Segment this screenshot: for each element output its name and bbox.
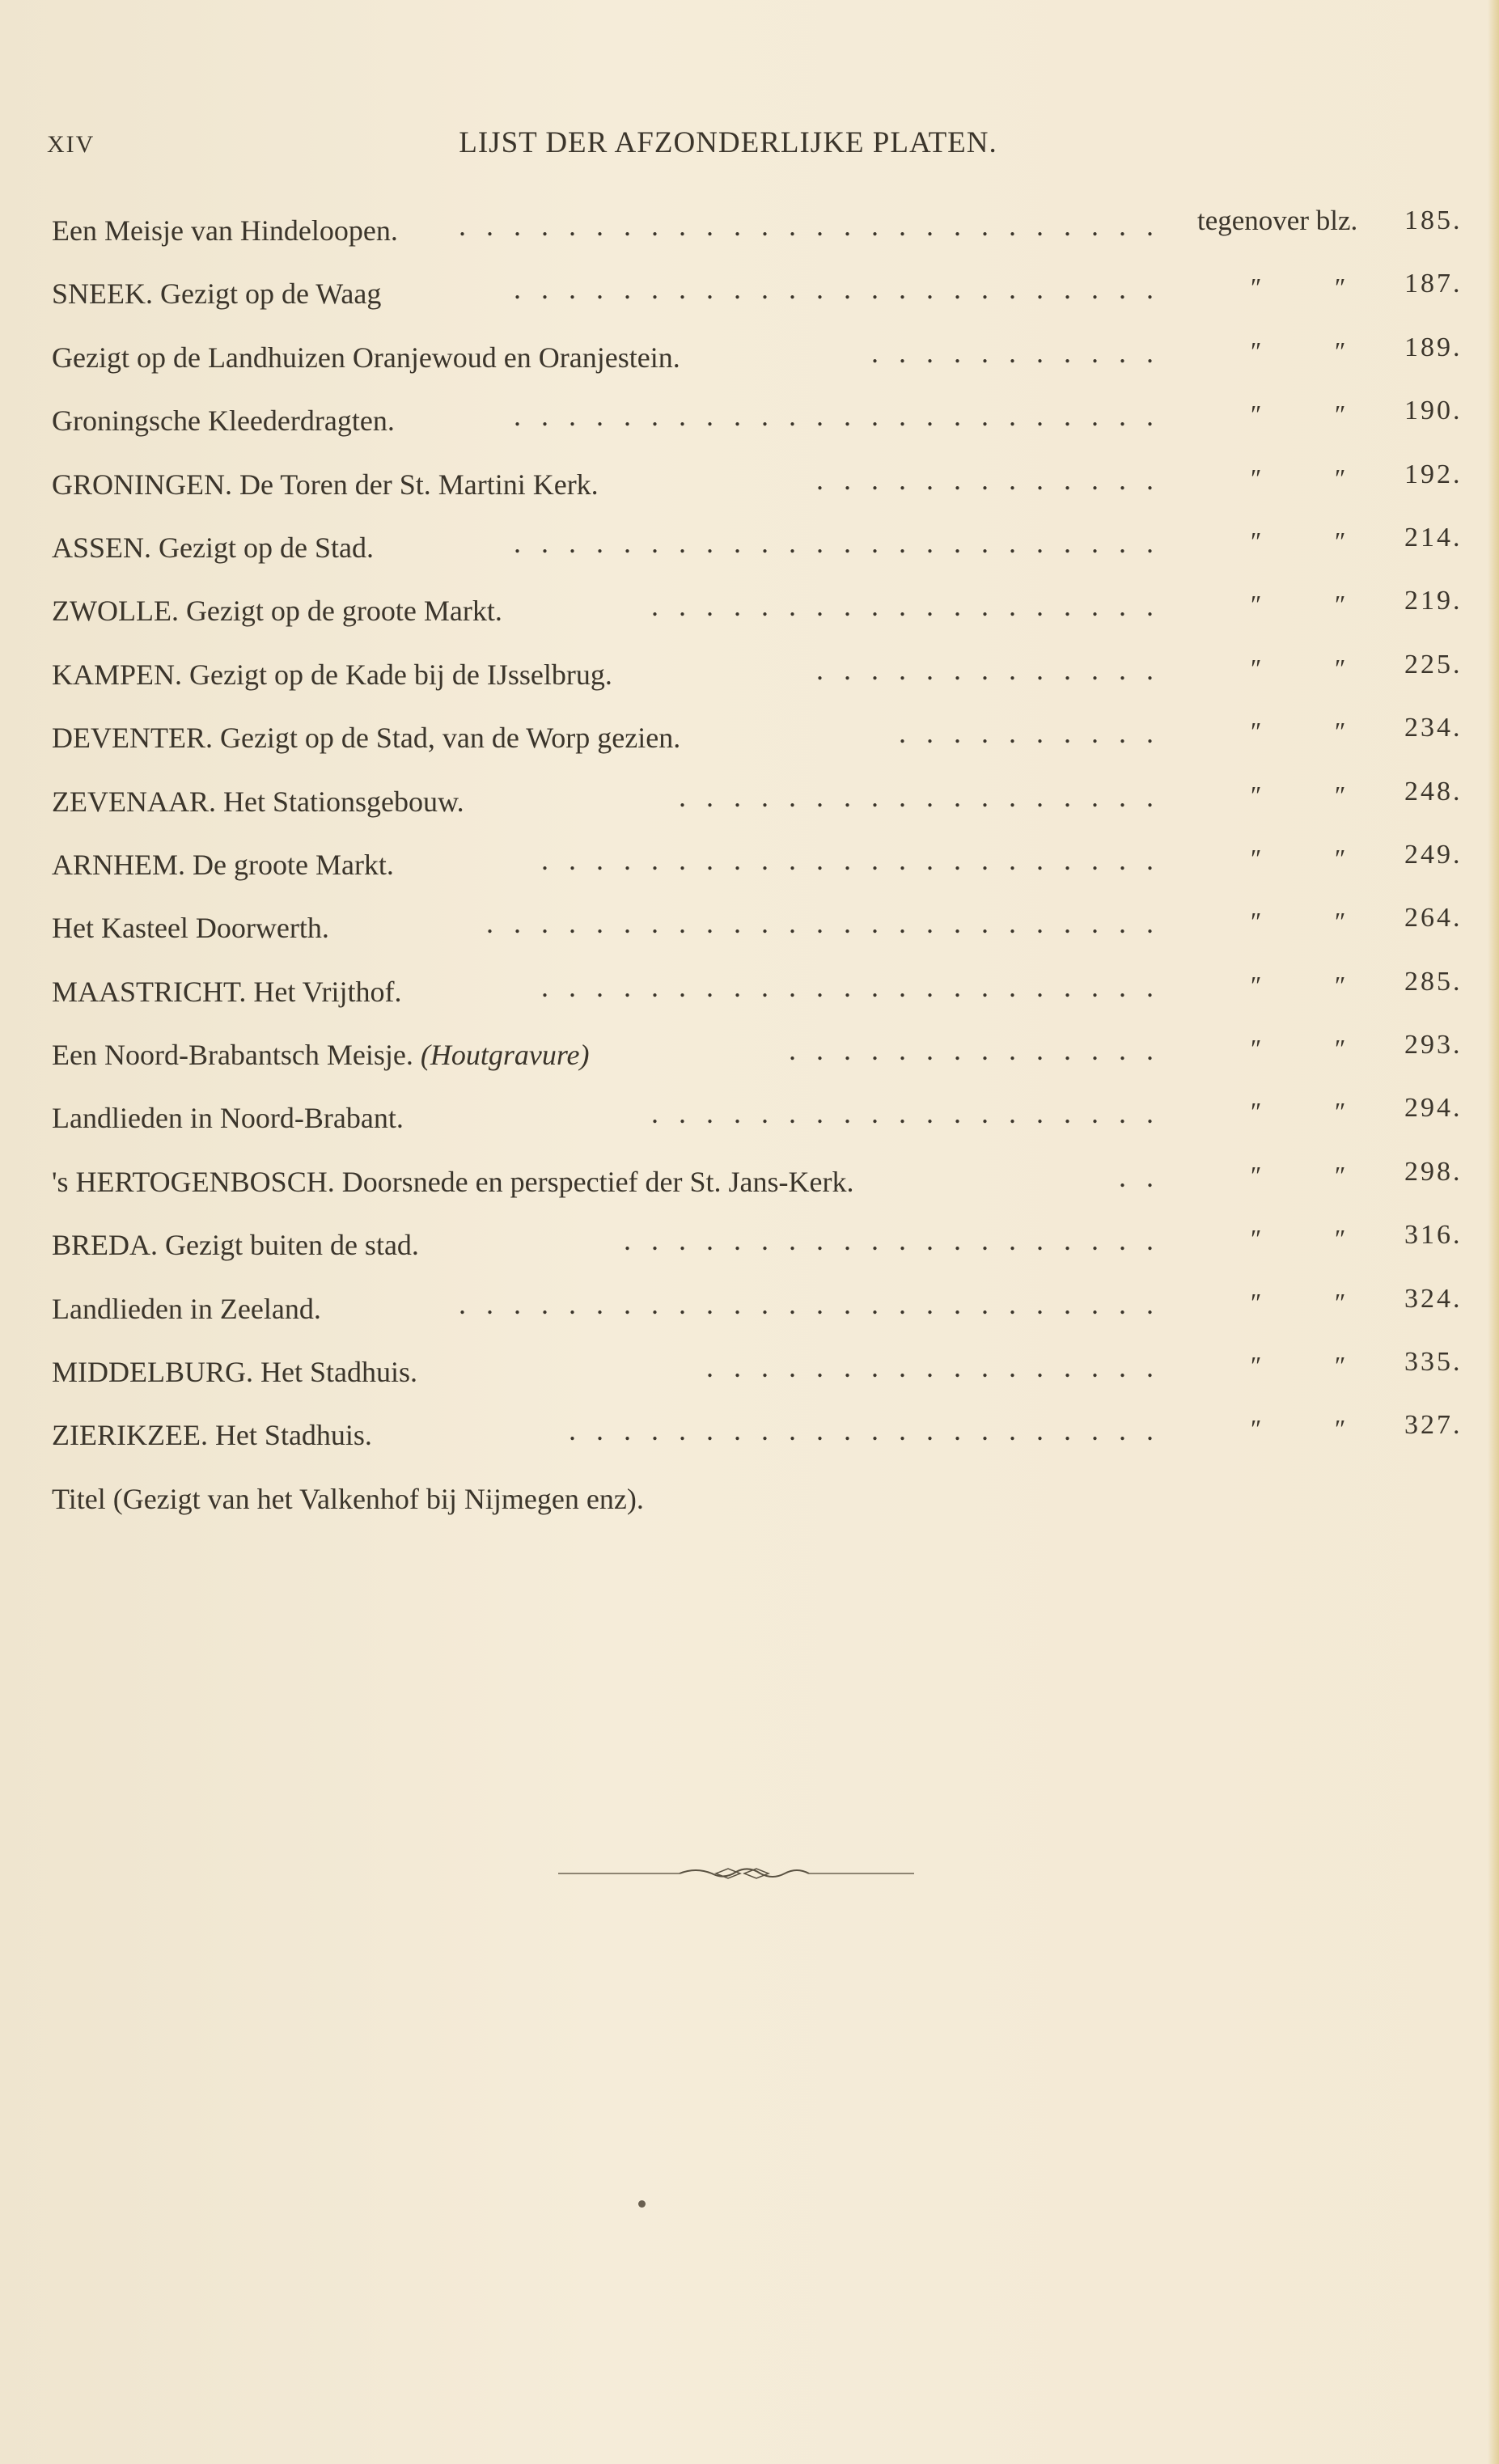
ditto-mark: ″ [1333,907,1344,937]
leader-dots: . . . . . . . . . . . . . . . . . . . . . . . . [514,273,1160,306]
plate-entry [52,649,1463,713]
plate-title: Groningsche Kleederdragten. [52,404,395,438]
plate-title: Een Meisje van Hindeloopen. [52,214,398,247]
plate-page-number: 327. [1404,1410,1463,1441]
ditto-mark: ″ [1333,1224,1344,1254]
ditto-mark: ″ [1333,970,1344,1000]
plate-page-number: 324. [1404,1283,1463,1314]
plate-title-text: Een Noord-Brabantsch Meisje. [52,1039,413,1072]
ditto-mark: ″ [1249,843,1260,873]
leader-dots: . . . . . . . . . . . . . . . . . . . . . . . . . . [459,1287,1160,1320]
ditto-mark: ″ [1333,590,1344,620]
plate-entry [52,776,1463,840]
ditto-mark: ″ [1249,1287,1260,1317]
ditto-mark: ″ [1333,843,1344,873]
ditto-mark: ″ [1333,1414,1344,1444]
ditto-mark: ″ [1333,336,1344,366]
leader-dots: . . . . . . . . . . . . . . . . . [706,1351,1160,1384]
ditto-mark: ″ [1249,400,1260,430]
ditto-mark: ″ [1249,336,1260,366]
ditto-mark: ″ [1333,1160,1344,1190]
plate-title: Het Kasteel Doorwerth. [52,912,329,945]
leader-dots: . . . . . . . . . . . . . . . . . . . . [624,1224,1160,1257]
plate-entry [52,586,1463,650]
plate-title: MAASTRICHT. Het Vrijthof. [52,975,402,1008]
leader-dots: . . . . . . . . . . . . . . . . . . . [651,1097,1160,1130]
ditto-mark: ″ [1249,1097,1260,1127]
ditto-mark: ″ [1249,463,1260,493]
ditto-mark: ″ [1333,526,1344,556]
ditto-mark: ″ [1249,970,1260,1000]
plate-page-number: 219. [1404,586,1463,616]
leader-dots: . . . . . . . . . . . . . . . . . . . [651,590,1160,623]
leader-dots: . . . . . . . . . . . . . . . . . . . . . . . [541,970,1160,1003]
ditto-mark: ″ [1249,653,1260,683]
facing-label: tegenover blz. [1197,205,1358,236]
plate-title [52,1039,590,1071]
ink-dot [638,2200,646,2208]
plates-list [52,205,1463,1538]
plate-entry [52,1475,1427,1538]
leader-dots: . . . . . . . . . . . . . . . . . . [679,780,1160,813]
plate-entry [52,332,1463,396]
plate-title: DEVENTER. Gezigt op de Stad, van de Worp gezien. [52,722,681,755]
plate-page-number: 234. [1404,713,1463,743]
plate-entry [52,1030,1463,1094]
leader-dots: . . . . . . . . . . . . . . . . . . . . . . . . [514,526,1160,559]
leader-dots: . . . . . . . . . . . . . [816,653,1160,686]
ditto-mark: ″ [1333,780,1344,810]
ditto-mark: ″ [1333,717,1344,747]
plate-entry [52,1093,1463,1157]
leader-dots: . . . . . . . . . . . . . . [789,1034,1160,1067]
leader-dots: . . . . . . . . . . . [871,336,1160,369]
plate-page-number: 185. [1404,205,1463,235]
leader-dots: . . . . . . . . . . . . . [816,463,1160,496]
plate-entry [52,459,1463,523]
plate-title: ASSEN. Gezigt op de Stad. [52,531,374,564]
ornament-divider [558,1864,914,1883]
ditto-mark: ″ [1249,1351,1260,1381]
ditto-mark: ″ [1249,1414,1260,1444]
ditto-mark: ″ [1333,273,1344,303]
page-edge-shadow [1488,0,1499,2464]
plate-title: ZIERIKZEE. Het Stadhuis. [52,1419,372,1452]
ditto-mark: ″ [1333,1351,1344,1381]
plate-page-number: 293. [1404,1030,1463,1061]
plate-title: Landlieden in Zeeland. [52,1292,321,1325]
plate-entry [52,269,1463,332]
ditto-mark: ″ [1333,653,1344,683]
plate-page-number: 192. [1404,459,1463,489]
plate-entry [52,1220,1463,1284]
leader-dots: . . . . . . . . . . [899,717,1160,750]
ditto-mark: ″ [1333,400,1344,430]
plate-entry [52,1410,1463,1474]
plate-entry [52,522,1463,586]
plate-entry [52,713,1463,777]
plate-title: BREDA. Gezigt buiten de stad. [52,1229,419,1262]
plate-page-number: 294. [1404,1093,1463,1124]
ditto-mark: ″ [1333,1097,1344,1127]
plate-entry [52,205,1463,269]
ditto-mark: ″ [1249,780,1260,810]
plate-page-number: 285. [1404,966,1463,997]
plate-title: Landlieden in Noord-Brabant. [52,1102,404,1135]
ditto-mark: ″ [1249,273,1260,303]
ditto-mark: ″ [1249,717,1260,747]
plate-title: ZEVENAAR. Het Stationsgebouw. [52,785,464,818]
plate-title: GRONINGEN. De Toren der St. Martini Kerk. [52,468,599,501]
ditto-mark: ″ [1249,1034,1260,1064]
plate-page-number: 298. [1404,1156,1463,1187]
plate-title: ARNHEM. De groote Markt. [52,848,394,881]
plate-entry [52,903,1463,967]
plate-title: 's HERTOGENBOSCH. Doorsnede en perspectief der St. Jans-Kerk. [52,1165,854,1198]
ditto-mark: ″ [1333,463,1344,493]
plate-title: SNEEK. Gezigt op de Waag [52,277,382,311]
plate-title: Titel (Gezigt van het Valkenhof bij Nijmegen enz). [52,1482,644,1515]
ditto-mark: ″ [1333,1034,1344,1064]
plate-page-number: 248. [1404,776,1463,807]
page-folio: XIV [47,131,95,158]
leader-dots: . . . . . . . . . . . . . . . . . . . . . . . . . [486,907,1160,940]
leader-dots: . . . . . . . . . . . . . . . . . . . . . . . . [514,400,1160,433]
ditto-mark: ″ [1249,526,1260,556]
plate-page-number: 264. [1404,903,1463,934]
plate-entry [52,966,1463,1031]
ditto-mark: ″ [1249,1160,1260,1190]
plate-page-number: 190. [1404,396,1463,426]
plate-entry [52,1283,1463,1348]
plate-page-number: 214. [1404,522,1463,552]
ditto-mark: ″ [1249,1224,1260,1254]
leader-dots: . . [1119,1160,1160,1193]
plate-entry [52,1156,1463,1221]
plate-title: Gezigt op de Landhuizen Oranjewoud en Oranjestein. [52,341,680,374]
plate-page-number: 225. [1404,649,1463,680]
plate-entry [52,396,1463,459]
plate-page-number: 189. [1404,332,1463,362]
plate-title: ZWOLLE. Gezigt op de groote Markt. [52,595,502,628]
plate-title: KAMPEN. Gezigt op de Kade bij de IJsselbrug. [52,658,612,691]
plate-entry [52,839,1463,904]
plate-page-number: 187. [1404,269,1463,299]
leader-dots: . . . . . . . . . . . . . . . . . . . . . . . . . . [459,210,1160,242]
ditto-mark: ″ [1249,907,1260,937]
plate-page-number: 249. [1404,839,1463,870]
plate-page-number: 335. [1404,1347,1463,1378]
leader-dots: . . . . . . . . . . . . . . . . . . . . . . [569,1414,1160,1447]
plate-title: MIDDELBURG. Het Stadhuis. [52,1356,417,1389]
plate-title-note: (Houtgravure) [420,1039,590,1072]
leader-dots: . . . . . . . . . . . . . . . . . . . . . . . [541,843,1160,876]
plate-page-number: 316. [1404,1220,1463,1251]
running-title: LIJST DER AFZONDERLIJKE PLATEN. [459,126,997,159]
ditto-mark: ″ [1333,1287,1344,1317]
ditto-mark: ″ [1249,590,1260,620]
plate-entry [52,1347,1463,1411]
